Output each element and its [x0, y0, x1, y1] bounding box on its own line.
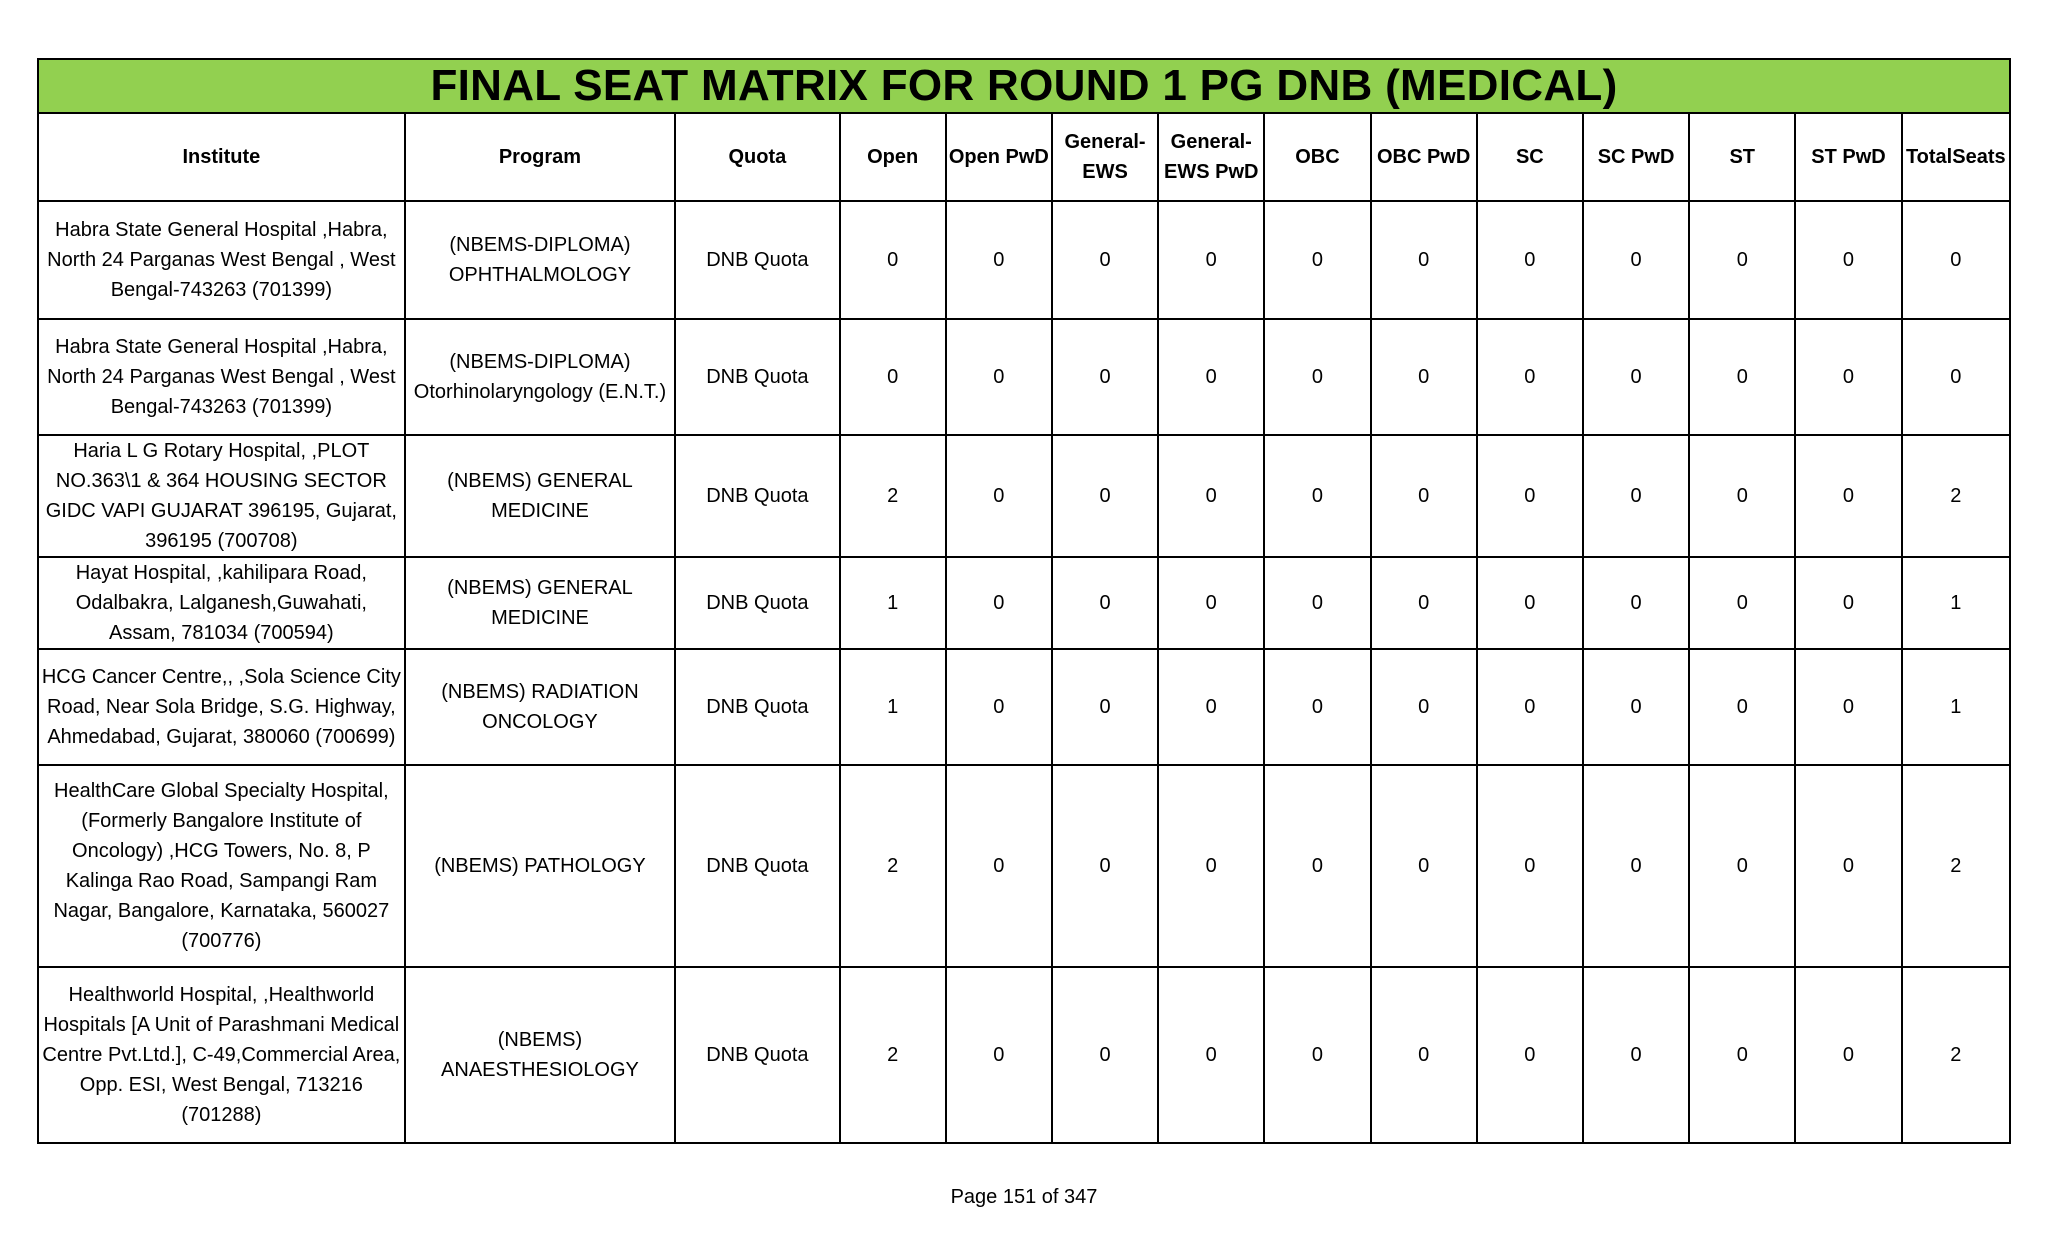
- program-cell: (NBEMS) PATHOLOGY: [405, 765, 676, 967]
- open-cell: 1: [840, 649, 946, 765]
- table-row: [38, 649, 2010, 765]
- general-ews-pwd-cell: 0: [1158, 967, 1264, 1143]
- st-pwd-cell: 0: [1795, 967, 1901, 1143]
- obc-pwd-cell: 0: [1371, 319, 1477, 435]
- st-cell: 0: [1689, 649, 1795, 765]
- table-row: [38, 557, 2010, 649]
- column-header-general-ews: General-EWS: [1052, 113, 1158, 201]
- general-ews-cell: 0: [1052, 435, 1158, 557]
- st-pwd-cell: 0: [1795, 765, 1901, 967]
- total-seats-cell: 0: [1902, 201, 2010, 319]
- institute-cell: Habra State General Hospital ,Habra, North 24 Parganas West Bengal , West Bengal-743263 (701399): [38, 201, 405, 319]
- obc-pwd-cell: 0: [1371, 765, 1477, 967]
- open-pwd-cell: 0: [946, 319, 1052, 435]
- open-pwd-cell: 0: [946, 435, 1052, 557]
- institute-cell: HCG Cancer Centre,, ,Sola Science City Road, Near Sola Bridge, S.G. Highway, Ahmedabad, Gujarat, 380060 (700699): [38, 649, 405, 765]
- institute-cell: Healthworld Hospital, ,Healthworld Hospitals [A Unit of Parashmani Medical Centre Pvt.Ltd.], C-49,Commercial Area, Opp. ESI, West Bengal, 713216 (701288): [38, 967, 405, 1143]
- sc-pwd-cell: 0: [1583, 319, 1689, 435]
- open-cell: 1: [840, 557, 946, 649]
- open-pwd-cell: 0: [946, 967, 1052, 1143]
- column-header-program: Program: [405, 113, 676, 201]
- sc-pwd-cell: 0: [1583, 435, 1689, 557]
- obc-cell: 0: [1264, 201, 1370, 319]
- obc-pwd-cell: 0: [1371, 201, 1477, 319]
- column-header-general-ews-pwd: General-EWS PwD: [1158, 113, 1264, 201]
- sc-pwd-cell: 0: [1583, 765, 1689, 967]
- obc-cell: 0: [1264, 435, 1370, 557]
- st-pwd-cell: 0: [1795, 201, 1901, 319]
- sc-pwd-cell: 0: [1583, 967, 1689, 1143]
- program-cell: (NBEMS) GENERAL MEDICINE: [405, 557, 676, 649]
- sc-pwd-cell: 0: [1583, 557, 1689, 649]
- general-ews-pwd-cell: 0: [1158, 649, 1264, 765]
- column-header-st: ST: [1689, 113, 1795, 201]
- open-cell: 2: [840, 967, 946, 1143]
- st-cell: 0: [1689, 435, 1795, 557]
- open-cell: 0: [840, 319, 946, 435]
- st-cell: 0: [1689, 765, 1795, 967]
- sc-cell: 0: [1477, 435, 1583, 557]
- open-pwd-cell: 0: [946, 557, 1052, 649]
- general-ews-cell: 0: [1052, 649, 1158, 765]
- open-cell: 2: [840, 435, 946, 557]
- program-cell: (NBEMS) GENERAL MEDICINE: [405, 435, 676, 557]
- column-header-quota: Quota: [675, 113, 839, 201]
- column-header-institute: Institute: [38, 113, 405, 201]
- open-pwd-cell: 0: [946, 201, 1052, 319]
- total-seats-cell: 2: [1902, 435, 2010, 557]
- general-ews-cell: 0: [1052, 765, 1158, 967]
- general-ews-cell: 0: [1052, 201, 1158, 319]
- program-cell: (NBEMS-DIPLOMA) Otorhinolaryngology (E.N.T.): [405, 319, 676, 435]
- page-number: Page 151 of 347: [950, 1186, 1098, 1208]
- general-ews-pwd-cell: 0: [1158, 765, 1264, 967]
- st-pwd-cell: 0: [1795, 319, 1901, 435]
- column-header-obc: OBC: [1264, 113, 1370, 201]
- general-ews-cell: 0: [1052, 967, 1158, 1143]
- obc-pwd-cell: 0: [1371, 967, 1477, 1143]
- sc-cell: 0: [1477, 765, 1583, 967]
- obc-cell: 0: [1264, 319, 1370, 435]
- quota-cell: DNB Quota: [675, 649, 839, 765]
- program-cell: (NBEMS) ANAESTHESIOLOGY: [405, 967, 676, 1143]
- institute-cell: Hayat Hospital, ,kahilipara Road, Odalbakra, Lalganesh,Guwahati, Assam, 781034 (700594): [38, 557, 405, 649]
- st-pwd-cell: 0: [1795, 557, 1901, 649]
- institute-cell: HealthCare Global Specialty Hospital, (Formerly Bangalore Institute of Oncology) ,HCG Towers, No. 8, P Kalinga Rao Road, Sampangi Ram Nagar, Bangalore, Karnataka, 560027 (700776): [38, 765, 405, 967]
- page-title: FINAL SEAT MATRIX FOR ROUND 1 PG DNB (MEDICAL): [38, 59, 2010, 113]
- sc-cell: 0: [1477, 967, 1583, 1143]
- general-ews-cell: 0: [1052, 557, 1158, 649]
- open-cell: 2: [840, 765, 946, 967]
- column-header-row: [38, 113, 2010, 201]
- table-row: [38, 967, 2010, 1143]
- table-row: [38, 319, 2010, 435]
- column-header-obc-pwd: OBC PwD: [1371, 113, 1477, 201]
- sc-cell: 0: [1477, 557, 1583, 649]
- total-seats-cell: 0: [1902, 319, 2010, 435]
- quota-cell: DNB Quota: [675, 435, 839, 557]
- open-pwd-cell: 0: [946, 649, 1052, 765]
- st-pwd-cell: 0: [1795, 435, 1901, 557]
- st-cell: 0: [1689, 201, 1795, 319]
- table-body: [38, 201, 2010, 1143]
- column-header-st-pwd: ST PwD: [1795, 113, 1901, 201]
- st-pwd-cell: 0: [1795, 649, 1901, 765]
- st-cell: 0: [1689, 557, 1795, 649]
- sc-cell: 0: [1477, 319, 1583, 435]
- sc-cell: 0: [1477, 201, 1583, 319]
- obc-pwd-cell: 0: [1371, 435, 1477, 557]
- institute-cell: Haria L G Rotary Hospital, ,PLOT NO.363\1 & 364 HOUSING SECTOR GIDC VAPI GUJARAT 396195, Gujarat, 396195 (700708): [38, 435, 405, 557]
- sc-pwd-cell: 0: [1583, 649, 1689, 765]
- column-header-sc: SC: [1477, 113, 1583, 201]
- st-cell: 0: [1689, 967, 1795, 1143]
- obc-pwd-cell: 0: [1371, 557, 1477, 649]
- total-seats-cell: 1: [1902, 557, 2010, 649]
- quota-cell: DNB Quota: [675, 557, 839, 649]
- seat-matrix-table: [37, 58, 2011, 1144]
- table-row: [38, 201, 2010, 319]
- total-seats-cell: 1: [1902, 649, 2010, 765]
- quota-cell: DNB Quota: [675, 319, 839, 435]
- obc-cell: 0: [1264, 765, 1370, 967]
- program-cell: (NBEMS) RADIATION ONCOLOGY: [405, 649, 676, 765]
- seat-matrix-sheet: [37, 58, 2011, 1144]
- sc-pwd-cell: 0: [1583, 201, 1689, 319]
- column-header-open-pwd: Open PwD: [946, 113, 1052, 201]
- obc-cell: 0: [1264, 967, 1370, 1143]
- column-header-open: Open: [840, 113, 946, 201]
- open-cell: 0: [840, 201, 946, 319]
- column-header-total-seats: TotalSeats: [1902, 113, 2010, 201]
- general-ews-pwd-cell: 0: [1158, 201, 1264, 319]
- table-row: [38, 765, 2010, 967]
- quota-cell: DNB Quota: [675, 765, 839, 967]
- quota-cell: DNB Quota: [675, 967, 839, 1143]
- general-ews-cell: 0: [1052, 319, 1158, 435]
- total-seats-cell: 2: [1902, 765, 2010, 967]
- quota-cell: DNB Quota: [675, 201, 839, 319]
- general-ews-pwd-cell: 0: [1158, 435, 1264, 557]
- open-pwd-cell: 0: [946, 765, 1052, 967]
- obc-cell: 0: [1264, 557, 1370, 649]
- institute-cell: Habra State General Hospital ,Habra, North 24 Parganas West Bengal , West Bengal-743263 (701399): [38, 319, 405, 435]
- sc-cell: 0: [1477, 649, 1583, 765]
- st-cell: 0: [1689, 319, 1795, 435]
- program-cell: (NBEMS-DIPLOMA) OPHTHALMOLOGY: [405, 201, 676, 319]
- general-ews-pwd-cell: 0: [1158, 319, 1264, 435]
- total-seats-cell: 2: [1902, 967, 2010, 1143]
- obc-pwd-cell: 0: [1371, 649, 1477, 765]
- obc-cell: 0: [1264, 649, 1370, 765]
- general-ews-pwd-cell: 0: [1158, 557, 1264, 649]
- table-row: [38, 435, 2010, 557]
- column-header-sc-pwd: SC PwD: [1583, 113, 1689, 201]
